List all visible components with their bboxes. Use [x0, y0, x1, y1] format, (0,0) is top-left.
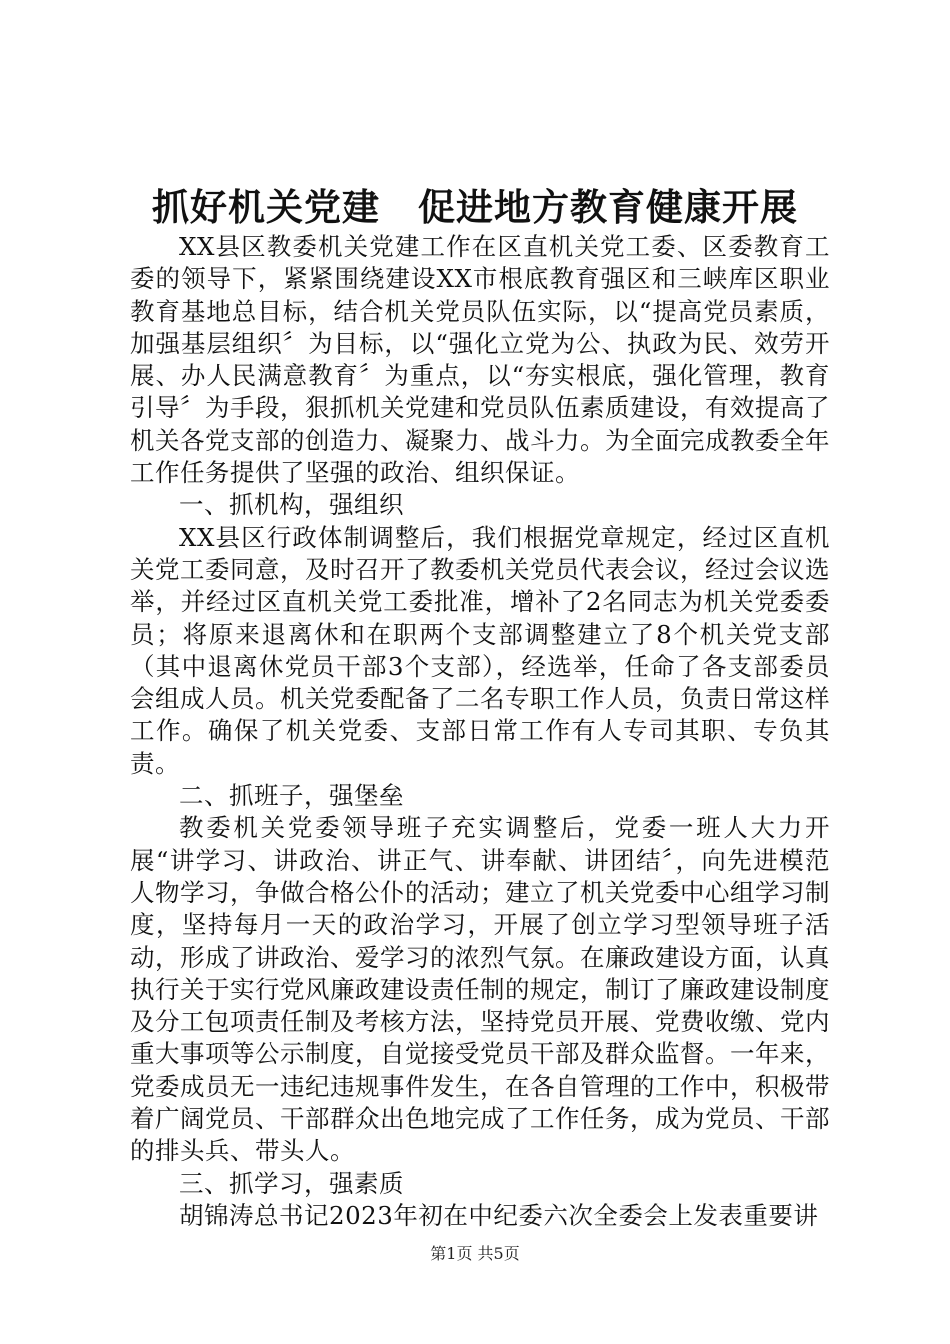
page-number-footer: 第1页 共5页: [430, 1244, 520, 1263]
paragraph-intro: XX县区教委机关党建工作在区直机关党工委、区委教育工委的领导下，紧紧围绕建设XX市根底教育强区和三峡库区职业教育基地总目标，结合机关党员队伍实际，以“提高党员素质，加强基层组织〞为目标，以“强化立党为公、执政为民、效劳开展、办人民满意教育〞为重点，以“夯实根底，强化管理，教育引导〞为手段，狠抓机关党建和党员队伍素质建设，有效提高了机关各党支部的创造力、凝聚力、战斗力。为全面完成教委全年工作任务提供了坚强的政治、组织保证。: [130, 232, 830, 488]
document-title: 抓好机关党建 促进地方教育健康开展: [152, 185, 798, 229]
paragraph-section-3: 胡锦涛总书记2023年初在中纪委六次全委会上发表重要讲: [179, 1200, 819, 1230]
section-heading-1: 一、抓机构，强组织: [179, 490, 404, 520]
paragraph-section-1: XX县区行政体制调整后，我们根据党章规定，经过区直机关党工委同意，及时召开了教委机关党员代表会议，经过会议选举，并经过区直机关党工委批准，增补了2名同志为机关党委委员；将原来退离休和在职两个支部调整建立了8个机关党支部（其中退离休党员干部3个支部），经选举，任命了各支部委员会组成人员。机关党委配备了二名专职工作人员，负责日常这样工作。确保了机关党委、支部日常工作有人专司其职、专负其责。: [130, 522, 830, 778]
section-heading-3: 三、抓学习，强素质: [179, 1168, 404, 1198]
document-body: [130, 231, 830, 1232]
paragraph-section-2: 教委机关党委领导班子充实调整后，党委一班人大力开展“讲学习、讲政治、讲正气、讲奉献、讲团结〞，向先进模范人物学习，争做合格公仆的活动；建立了机关党委中心组学习制度，坚持每月一天的政治学习，开展了创立学习型领导班子活动，形成了讲政治、爱学习的浓烈气氛。在廉政建设方面，认真执行关于实行党风廉政建设责任制的规定，制订了廉政建设制度及分工包项责任制及考核方法，坚持党员开展、党费收缴、党内重大事项等公示制度，自觉接受党员干部及群众监督。一年来，党委成员无一违纪违规事件发生，在各自管理的工作中，积极带着广阔党员、干部群众出色地完成了工作任务，成为党员、干部的排头兵、带头人。: [130, 813, 830, 1166]
section-heading-2: 二、抓班子，强堡垒: [179, 781, 404, 811]
